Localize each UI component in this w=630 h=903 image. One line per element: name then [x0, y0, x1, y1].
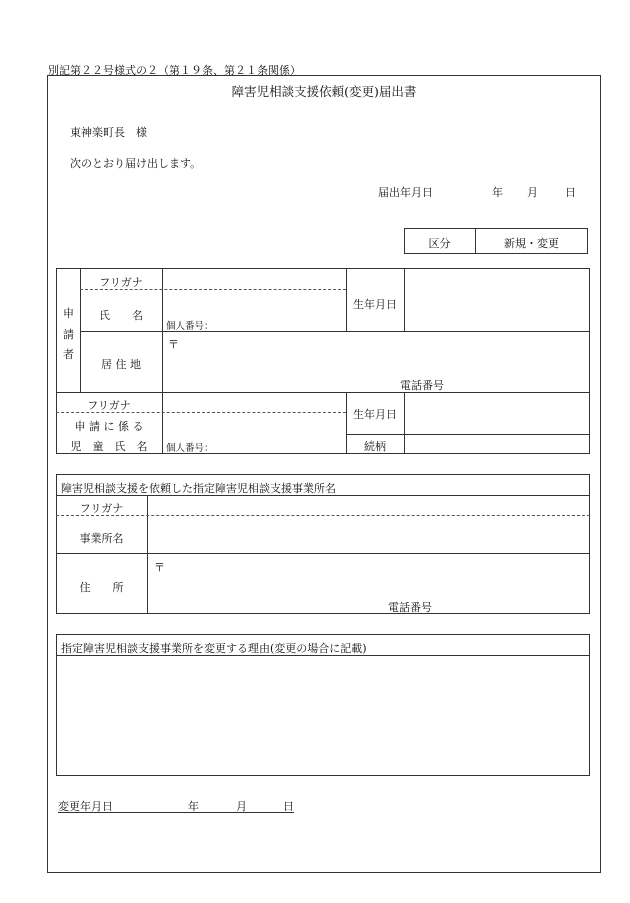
intro-text: 次のとおり届け出します。: [70, 157, 202, 170]
change-date-label: 変更年月日: [58, 800, 113, 813]
office-address-label: 住 所: [79, 581, 124, 594]
office-phone-label: 電話番号: [388, 601, 432, 614]
child-label-line2: 児 童 氏 名: [70, 440, 148, 453]
child-my-number-label: 個人番号：: [166, 443, 214, 454]
reason-heading: 指定障害児相談支援事業所を変更する理由(変更の場合に記載): [61, 642, 367, 655]
applicant-name-label: 氏 名: [99, 309, 143, 322]
child-relationship-label: 続柄: [364, 440, 386, 453]
change-date-year: 年: [188, 800, 199, 813]
change-date-month: 月: [236, 800, 247, 813]
submission-year: 年: [492, 186, 503, 199]
office-postal-mark: 〒: [154, 561, 165, 574]
addressee: 東神楽町長 様: [70, 126, 147, 139]
office-heading: 障害児相談支援を依頼した指定障害児相談支援事業所名: [61, 482, 336, 495]
form-title: 障害児相談支援依頼(変更)届出書: [231, 84, 417, 99]
office-furigana-label: フリガナ: [79, 502, 124, 515]
applicant-furigana-label: フリガナ: [99, 276, 143, 289]
applicant-birthdate-label: 生年月日: [353, 298, 397, 311]
category-label: 区分: [428, 237, 451, 250]
applicant-postal-mark: 〒: [168, 338, 179, 351]
applicant-side-label-2: 請: [63, 328, 74, 341]
applicant-side-label-1: 申: [63, 307, 74, 320]
child-label-line1: 申 請 に 係 る: [74, 420, 144, 433]
child-furigana-label: フリガナ: [87, 399, 131, 412]
office-name-label: 事業所名: [79, 532, 124, 545]
child-birthdate-label: 生年月日: [353, 408, 397, 421]
applicant-side-label-3: 者: [63, 348, 74, 361]
submission-date-label: 届出年月日: [378, 186, 433, 199]
form-reference: 別記第２２号様式の２（第１９条、第２１条関係）: [48, 64, 301, 77]
submission-day: 日: [565, 186, 576, 199]
applicant-phone-label: 電話番号: [400, 379, 444, 392]
category-value[interactable]: 新規・変更: [504, 237, 559, 250]
applicant-address-label: 居 住 地: [101, 358, 141, 371]
change-date-underline: [58, 812, 294, 813]
applicant-my-number-label: 個人番号：: [166, 321, 214, 332]
submission-month: 月: [527, 186, 538, 199]
change-date-day: 日: [283, 800, 294, 813]
